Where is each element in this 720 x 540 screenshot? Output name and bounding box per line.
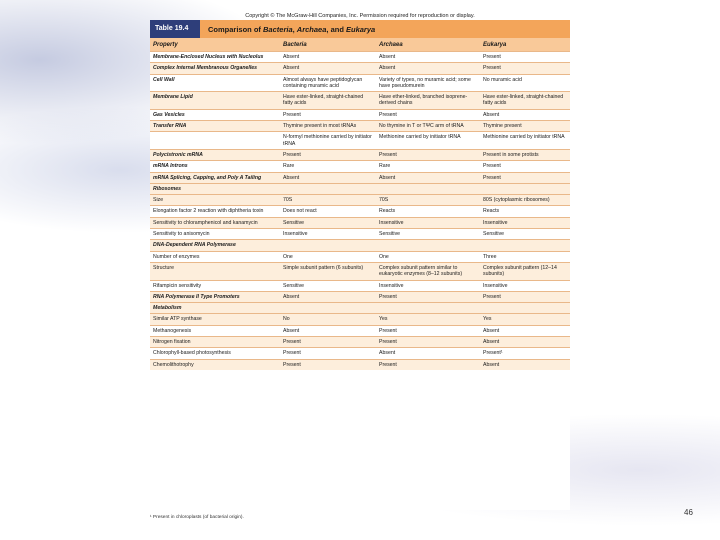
eukarya-cell: Present xyxy=(483,65,501,72)
table-header-row xyxy=(150,38,570,51)
property-cell: Chemolithotrophy xyxy=(153,361,194,368)
eukarya-cell: Insensitive xyxy=(483,219,508,226)
table-row xyxy=(150,217,570,228)
eukarya-cell: Absent xyxy=(483,339,500,346)
eukarya-cell: Yes xyxy=(483,316,492,323)
bacteria-cell: Have ester-linked, straight-chained fatty acids xyxy=(283,94,364,107)
archaea-cell: Sensitive xyxy=(379,231,401,238)
header-eukarya: Eukarya xyxy=(483,41,507,48)
table-row xyxy=(150,109,570,120)
property-cell: Polycistronic mRNA xyxy=(153,151,203,158)
bacteria-cell: Present xyxy=(283,361,301,368)
bacteria-cell: Sensitive xyxy=(283,282,305,289)
archaea-cell: Present xyxy=(379,293,397,300)
eukarya-cell: Complex subunit pattern (12–14 subunits) xyxy=(483,264,557,278)
property-cell: Complex Internal Membranous Organelles xyxy=(153,65,258,72)
eukarya-cell: Thymine present xyxy=(483,123,522,130)
table-row xyxy=(150,120,570,131)
bacteria-cell: One xyxy=(283,253,293,260)
property-cell: RNA Polymerase II Type Promoters xyxy=(153,293,240,300)
eukarya-cell xyxy=(480,303,570,313)
property-cell: Membrane Lipid xyxy=(153,94,193,101)
table-row xyxy=(150,149,570,160)
archaea-cell: Present xyxy=(379,151,397,158)
bacteria-cell: Present xyxy=(283,111,301,118)
table-row xyxy=(150,74,570,92)
table-title-bar xyxy=(150,20,570,38)
table-row xyxy=(150,62,570,73)
table-row xyxy=(150,262,570,280)
bacteria-cell: Absent xyxy=(283,174,300,181)
table-row xyxy=(150,325,570,336)
archaea-cell: Absent xyxy=(379,174,396,181)
table-sheet xyxy=(150,20,570,510)
eukarya-cell xyxy=(480,240,570,250)
eukarya-cell: Present xyxy=(483,174,501,181)
archaea-cell: Absent xyxy=(379,65,396,72)
table-row xyxy=(150,172,570,183)
eukarya-cell: Present in some protists xyxy=(483,151,539,158)
bacteria-cell: Present xyxy=(283,339,301,346)
bacteria-cell: Absent xyxy=(283,54,300,60)
header-archaea: Archaea xyxy=(379,41,403,48)
bacteria-cell xyxy=(280,303,376,313)
property-cell: Structure xyxy=(153,264,175,271)
property-cell: Number of enzymes xyxy=(153,253,200,260)
table-row xyxy=(150,51,570,62)
property-cell xyxy=(150,132,280,149)
eukarya-cell: Present¹ xyxy=(483,350,503,357)
eukarya-cell: Insensitive xyxy=(483,282,508,289)
property-cell: Similar ATP synthase xyxy=(153,316,202,323)
archaea-cell: Complex subunit pattern similar to eukaryotic enzymes (8–12 subunits) xyxy=(379,264,463,278)
archaea-cell: Reacts xyxy=(379,208,396,215)
archaea-cell: Rare xyxy=(379,163,391,170)
table-row xyxy=(150,280,570,291)
table-row xyxy=(150,160,570,171)
bacteria-cell: 70S xyxy=(283,197,293,204)
bacteria-cell: Simple subunit pattern (6 subunits) xyxy=(283,264,364,271)
property-cell: Elongation factor 2 reaction with diphtheria toxin xyxy=(153,208,264,215)
eukarya-cell: Sensitive xyxy=(483,231,505,238)
property-cell: Transfer RNA xyxy=(153,123,187,130)
eukarya-cell: Present xyxy=(483,293,501,300)
archaea-cell xyxy=(376,303,480,313)
property-cell: DNA-Dependent RNA Polymerase xyxy=(153,242,236,249)
table-row xyxy=(150,228,570,239)
property-cell: Cell Wall xyxy=(153,76,175,83)
archaea-cell: Present xyxy=(379,361,397,368)
bacteria-cell: Insensitive xyxy=(283,231,308,238)
bacteria-cell: Present xyxy=(283,151,301,158)
bacteria-cell: Absent xyxy=(283,327,300,334)
property-cell: mRNA Introns xyxy=(153,163,188,170)
eukarya-cell: Present xyxy=(483,163,501,170)
table-row xyxy=(150,336,570,347)
property-cell: Metabolism xyxy=(153,305,182,312)
table-row xyxy=(150,347,570,358)
table-row xyxy=(150,205,570,216)
property-cell: Membrane-Enclosed Nucleus with Nucleolus xyxy=(153,54,264,60)
property-cell: mRNA Splicing, Capping, and Poly A Tailing xyxy=(153,174,262,181)
property-cell: Sensitivity to chloramphenicol and kanamycin xyxy=(153,219,258,226)
eukarya-cell: Reacts xyxy=(483,208,500,215)
eukarya-cell: Methionine carried by initiator tRNA xyxy=(483,134,565,141)
archaea-cell: Present xyxy=(379,327,397,334)
table-number: Table 19.4 xyxy=(150,20,200,38)
eukarya-cell: Have ester-linked, straight-chained fatty acids xyxy=(483,94,564,107)
property-cell: Methanogenesis xyxy=(153,327,192,334)
eukarya-cell: Three xyxy=(483,253,497,260)
eukarya-cell xyxy=(480,184,570,194)
page-number: 46 xyxy=(684,508,693,517)
bacteria-cell: Sensitive xyxy=(283,219,305,226)
property-cell: Gas Vesicles xyxy=(153,111,185,118)
eukarya-cell: Absent xyxy=(483,327,500,334)
archaea-cell: Present xyxy=(379,111,397,118)
archaea-cell: Have ether-linked, branched isoprene-derived chains xyxy=(379,94,468,107)
archaea-cell xyxy=(376,240,480,250)
property-cell: Sensitivity to anisomycin xyxy=(153,231,210,238)
table-row xyxy=(150,183,570,194)
eukarya-cell: Absent xyxy=(483,111,500,118)
table-row xyxy=(150,131,570,149)
archaea-cell: Insensitive xyxy=(379,219,404,226)
table-row xyxy=(150,239,570,250)
table-row xyxy=(150,313,570,324)
footnote: ¹ Present in chloroplasts (of bacterial origin). xyxy=(150,515,244,520)
table-title: Comparison of Bacteria, Archaea, and Eukarya xyxy=(208,24,376,34)
header-property: Property xyxy=(153,41,178,48)
property-cell: Rifampicin sensitivity xyxy=(153,282,202,289)
archaea-cell: One xyxy=(379,253,389,260)
archaea-cell: 70S xyxy=(379,197,389,204)
copyright-notice: Copyright © The McGraw-Hill Companies, Inc. Permission required for reproduction or display. xyxy=(245,13,475,19)
bacteria-cell xyxy=(280,240,376,250)
archaea-cell: Methionine carried by initiator tRNA xyxy=(379,134,461,141)
bacteria-cell: Does not react xyxy=(283,208,317,215)
archaea-cell: Absent xyxy=(379,350,396,357)
table-row xyxy=(150,359,570,370)
property-cell: Ribosomes xyxy=(153,185,181,192)
table-row xyxy=(150,91,570,109)
archaea-cell: Yes xyxy=(379,316,388,323)
archaea-cell: Insensitive xyxy=(379,282,404,289)
bacteria-cell: Absent xyxy=(283,65,300,72)
bacteria-cell: N-formyl methionine carried by initiator tRNA xyxy=(283,134,372,147)
eukarya-cell: Absent xyxy=(483,361,500,368)
archaea-cell: No thymine in T or TΨC arm of tRNA xyxy=(379,123,464,130)
archaea-cell: Present xyxy=(379,339,397,346)
bacteria-cell: Almost always have peptidoglycan containing muramic acid xyxy=(283,76,363,89)
table-row xyxy=(150,302,570,313)
bacteria-cell: Absent xyxy=(283,293,300,300)
bacteria-cell: No xyxy=(283,316,290,323)
table-row xyxy=(150,291,570,302)
eukarya-cell: 80S (cytoplasmic ribosomes) xyxy=(483,197,550,204)
table-row xyxy=(150,251,570,262)
bacteria-cell: Present xyxy=(283,350,301,357)
property-cell: Chlorophyll-based photosynthesis xyxy=(153,350,231,357)
property-cell: Nitrogen fixation xyxy=(153,339,191,346)
table-row xyxy=(150,194,570,205)
property-cell: Size xyxy=(153,197,164,204)
bacteria-cell: Thymine present in most tRNAs xyxy=(283,123,357,130)
bacteria-cell: Rare xyxy=(283,163,295,170)
eukarya-cell: No muramic acid xyxy=(483,76,522,83)
archaea-cell xyxy=(376,184,480,194)
table-body xyxy=(150,51,570,370)
eukarya-cell: Present xyxy=(483,54,501,60)
archaea-cell: Absent xyxy=(379,54,396,60)
header-bacteria: Bacteria xyxy=(283,41,307,48)
bacteria-cell xyxy=(280,184,376,194)
archaea-cell: Variety of types, no muramic acid; some have pseudomurein xyxy=(379,76,471,89)
